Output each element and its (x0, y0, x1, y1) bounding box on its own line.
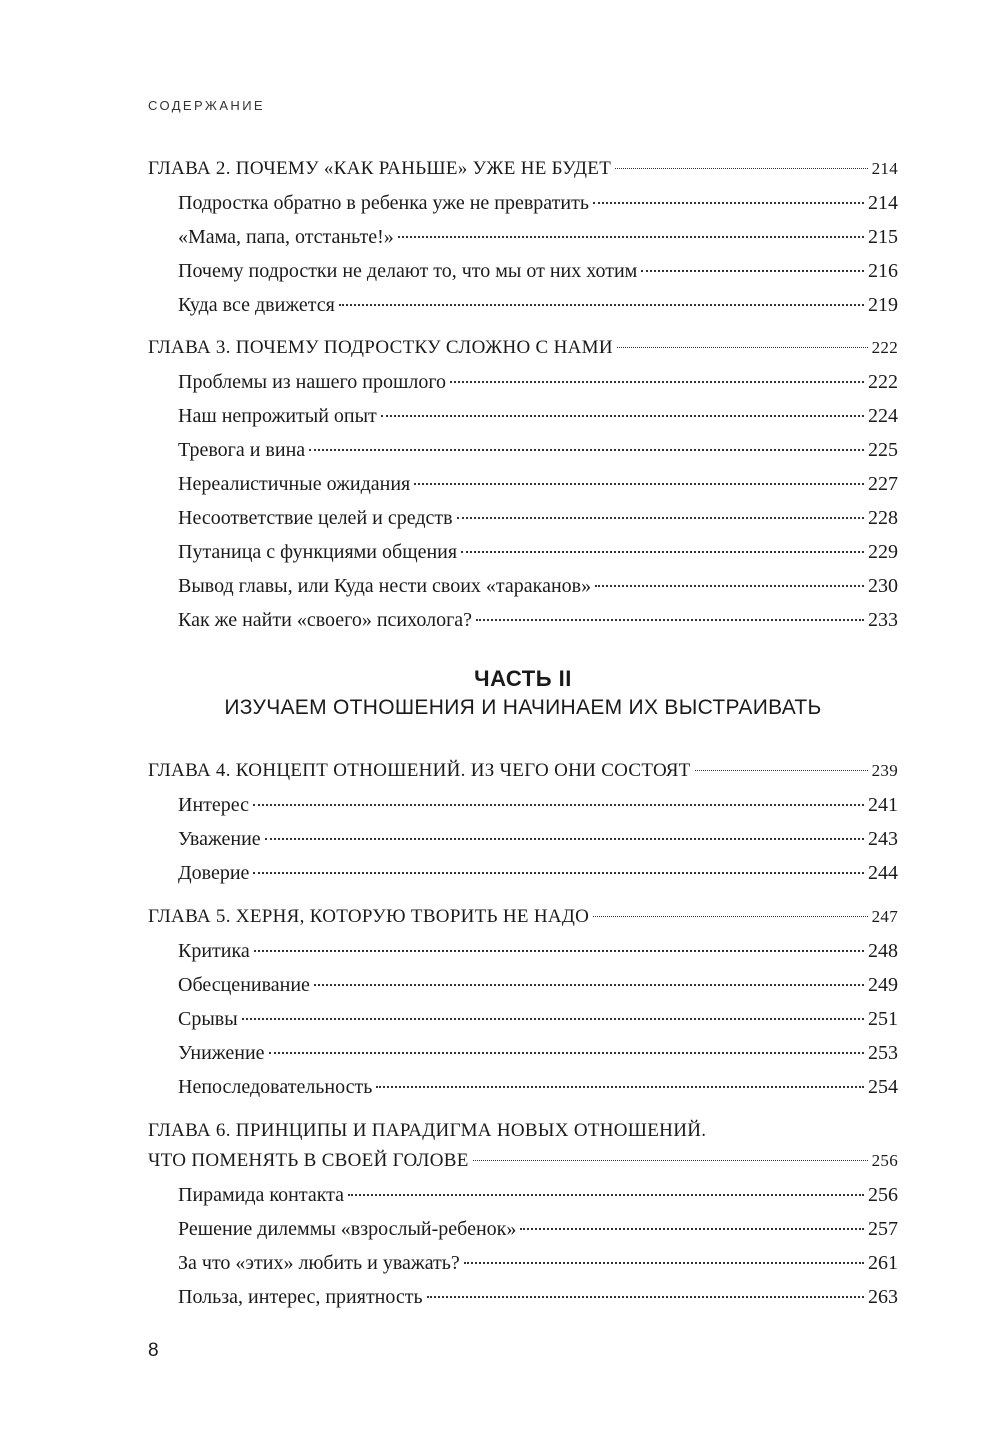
chapter-title: ГЛАВА 2. ПОЧЕМУ «КАК РАНЬШЕ» УЖЕ НЕ БУДЕТ (148, 158, 612, 179)
page-number: 216 (868, 260, 898, 282)
chapter-title-line-2: ЧТО ПОМЕНЯТЬ В СВОЕЙ ГОЛОВЕ (148, 1150, 469, 1171)
toc-entry[interactable] (148, 603, 898, 637)
page-number: 256 (871, 1151, 898, 1170)
entry-title: Обесценивание (178, 974, 310, 996)
leader-dots (381, 415, 864, 417)
toc-entry[interactable] (148, 433, 898, 467)
page-number: 256 (868, 1184, 898, 1206)
leader-dots (595, 585, 864, 587)
page-number: 219 (868, 294, 898, 316)
page-number: 227 (868, 473, 898, 495)
leader-dots (464, 1262, 864, 1264)
chapter-title: ГЛАВА 5. ХЕРНЯ, КОТОРУЮ ТВОРИТЬ НЕ НАДО (148, 906, 590, 927)
part-title: ИЗУЧАЕМ ОТНОШЕНИЯ И НАЧИНАЕМ ИХ ВЫСТРАИВАТЬ (224, 696, 822, 719)
entry-title: Несоответствие целей и средств (178, 507, 453, 529)
leader-dots (253, 804, 864, 806)
leader-dots (593, 916, 867, 917)
entry-title: Проблемы из нашего прошлого (178, 371, 447, 393)
leader-dots (457, 517, 864, 519)
entry-title: Решение дилеммы «взрослый-ребенок» (178, 1218, 517, 1240)
leader-dots (398, 236, 864, 238)
toc-entry[interactable] (148, 1036, 898, 1070)
chapter-title: ГЛАВА 4. КОНЦЕПТ ОТНОШЕНИЙ. ИЗ ЧЕГО ОНИ СОСТОЯТ (148, 760, 691, 781)
toc-entry[interactable] (148, 399, 898, 433)
entry-title: Куда все движется (178, 294, 335, 316)
leader-dots (427, 1296, 864, 1298)
page-number: 243 (868, 828, 898, 850)
toc-entry[interactable] (148, 1002, 898, 1036)
toc-entry[interactable] (148, 535, 898, 569)
page-number: 229 (868, 541, 898, 563)
entry-title: Вывод главы, или Куда нести своих «тараканов» (178, 575, 592, 597)
page-number: 247 (871, 907, 898, 926)
toc-entry[interactable] (148, 1212, 898, 1246)
entry-title: Непоследовательность (178, 1076, 373, 1098)
toc-chapter-5[interactable] (148, 900, 898, 934)
toc-entry[interactable] (148, 365, 898, 399)
toc-entry[interactable] (148, 254, 898, 288)
leader-dots (254, 950, 864, 952)
entry-title: За что «этих» любить и уважать? (178, 1252, 460, 1274)
entry-title: Нереалистичные ожидания (178, 473, 411, 495)
leader-dots (242, 1018, 864, 1020)
toc-chapter-4[interactable] (148, 754, 898, 788)
toc-entry[interactable] (148, 569, 898, 603)
leader-dots (461, 551, 864, 553)
entry-title: Подростка обратно в ребенка уже не превратить (178, 192, 589, 214)
leader-dots (450, 381, 864, 383)
entry-title: Пирамида контакта (178, 1184, 345, 1206)
entry-title: Наш непрожитый опыт (178, 405, 377, 427)
leader-dots (414, 483, 864, 485)
page-number: 251 (868, 1008, 898, 1030)
leader-dots (376, 1086, 864, 1088)
running-head: СОДЕРЖАНИЕ (148, 98, 266, 113)
entry-title: Тревога и вина (178, 439, 306, 461)
page-number: 241 (868, 794, 898, 816)
leader-dots (641, 270, 864, 272)
entry-title: Критика (178, 940, 250, 962)
leader-dots (617, 347, 868, 348)
page-number: 215 (868, 226, 898, 248)
chapter-title: ГЛАВА 3. ПОЧЕМУ ПОДРОСТКУ СЛОЖНО С НАМИ (148, 337, 613, 358)
folio-page-number: 8 (148, 1340, 159, 1361)
page-number: 214 (871, 159, 898, 178)
page-number: 222 (868, 371, 898, 393)
toc-entry[interactable] (148, 822, 898, 856)
entry-title: Почему подростки не делают то, что мы от них хотим (178, 260, 638, 282)
toc-entry[interactable] (148, 1246, 898, 1280)
chapter-5-section (148, 900, 898, 1104)
page-number: 244 (868, 862, 898, 884)
leader-dots (476, 619, 864, 621)
toc-entry[interactable] (148, 1178, 898, 1212)
toc-entry[interactable] (148, 856, 898, 890)
chapter-3-section (148, 331, 898, 637)
page-number: 263 (868, 1286, 898, 1308)
toc-entry[interactable] (148, 968, 898, 1002)
page-number: 248 (868, 940, 898, 962)
entry-title: Путаница с функциями общения (178, 541, 458, 563)
page-number: 228 (868, 507, 898, 529)
page-number: 222 (871, 338, 898, 357)
toc-entry[interactable] (148, 1280, 898, 1314)
toc-chapter-2[interactable] (148, 152, 898, 186)
entry-title: Польза, интерес, приятность (178, 1286, 423, 1308)
part-number: ЧАСТЬ II (474, 666, 572, 691)
toc-entry[interactable] (148, 288, 898, 322)
chapter-4-section (148, 754, 898, 890)
page-number: 214 (868, 192, 898, 214)
leader-dots (695, 770, 868, 771)
leader-dots (593, 202, 864, 204)
chapter-6-section (148, 1118, 898, 1314)
page-number: 224 (868, 405, 898, 427)
leader-dots (348, 1194, 864, 1196)
entry-title: «Мама, папа, отстаньте!» (178, 226, 394, 248)
leader-dots (615, 168, 867, 169)
page-number: 257 (868, 1218, 898, 1240)
entry-title: Доверие (178, 862, 250, 884)
toc-entry[interactable] (148, 467, 898, 501)
page-number: 253 (868, 1042, 898, 1064)
page-number: 233 (868, 609, 898, 631)
part-heading (148, 666, 898, 720)
entry-title: Срывы (178, 1008, 238, 1030)
leader-dots (314, 984, 864, 986)
page-number: 230 (868, 575, 898, 597)
page-number: 249 (868, 974, 898, 996)
toc-entry[interactable] (148, 1070, 898, 1104)
toc-entry[interactable] (148, 501, 898, 535)
leader-dots (309, 449, 864, 451)
entry-title: Интерес (178, 794, 250, 816)
chapter-2-section (148, 152, 898, 322)
toc-entry[interactable] (148, 220, 898, 254)
toc-entry[interactable] (148, 788, 898, 822)
entry-title: Уважение (178, 828, 261, 850)
page-number: 254 (868, 1076, 898, 1098)
entry-title: Как же найти «своего» психолога? (178, 609, 473, 631)
page-number: 225 (868, 439, 898, 461)
page-number: 239 (871, 761, 898, 780)
leader-dots (339, 304, 864, 306)
chapter-title-line-1[interactable]: ГЛАВА 6. ПРИНЦИПЫ И ПАРАДИГМА НОВЫХ ОТНОШЕНИЙ. (148, 1120, 707, 1141)
page-number: 261 (868, 1252, 898, 1274)
toc-entry[interactable] (148, 186, 898, 220)
leader-dots (473, 1160, 868, 1161)
leader-dots (265, 838, 864, 840)
leader-dots (253, 872, 864, 874)
leader-dots (269, 1052, 864, 1054)
leader-dots (520, 1228, 864, 1230)
toc-chapter-6[interactable] (148, 1144, 898, 1178)
entry-title: Унижение (178, 1042, 265, 1064)
toc-entry[interactable] (148, 934, 898, 968)
toc-chapter-3[interactable] (148, 331, 898, 365)
